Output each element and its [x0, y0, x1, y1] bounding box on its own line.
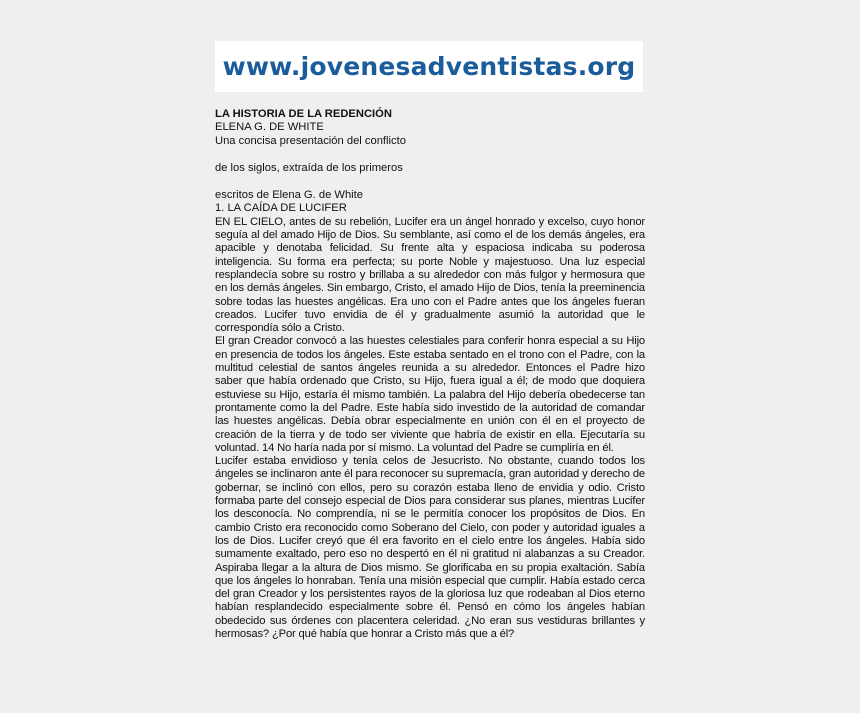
paragraph-1: EN EL CIELO, antes de su rebelión, Lucifer era un ángel honrado y excelso, cuyo honor seguía al del amado Hijo de Dios. Su semblante, así como el de los demás ángeles, era apacible y denotaba felicidad. Su frente alta y espaciosa indicaba su poderosa inteligencia. Su forma era perfecta; su porte Noble y majestuoso. Una luz especial resplandecía sobre su rostro y brillaba a su alrededor con más fulgor y hermosura que en los demás ángeles. Sin embargo, Cristo, el amado Hijo de Dios, tenía la preeminencia sobre todas las huestes angélicas. Era uno con el Padre antes que los ángeles fueran creados. Lucifer tuvo envidia de él y gradualmente asumió la autoridad que le correspondía sólo a Cristo.	[215, 215, 645, 335]
document-subtitle-1: Una concisa presentación del conflicto	[215, 134, 406, 147]
chapter-heading: 1. LA CAÍDA DE LUCIFER	[215, 202, 347, 215]
document-author: ELENA G. DE WHITE	[215, 121, 324, 134]
website-banner	[215, 41, 643, 92]
paragraph-2: El gran Creador convocó a las huestes celestiales para conferir honra especial a su Hijo en presencia de todos los ángeles. Este estaba sentado en el trono con el Padre, con la multitud celestial de santos ángeles reunida a su alrededor. Entonces el Padre hizo saber que había ordenado que Cristo, su Hijo, fuera igual a él; de modo que doquiera estuviese su Hijo, estaría él mismo también. La palabra del Hijo debería obedecerse tan prontamente como la del Padre. Este había sido investido de la autoridad de comandar las huestes angélicas. Debía obrar especialmente en unión con él en el proyecto de creación de la tierra y de todo ser viviente que habría de existir en ella. Ejecutaría su voluntad. 14 No haría nada por sí mismo. La voluntad del Padre se cumpliría en él.	[215, 335, 645, 454]
document-subtitle-3: escritos de Elena G. de White	[215, 189, 363, 202]
document-body	[215, 108, 645, 641]
document-subtitle-2: de los siglos, extraída de los primeros	[215, 161, 403, 174]
paragraph-3: Lucifer estaba envidioso y tenía celos de Jesucristo. No obstante, cuando todos los ángeles se inclinaron ante él para reconocer su supremacía, gran autoridad y derecho de gobernar, se inclinó con ellos, pero su corazón estaba lleno de envidia y odio. Cristo formaba parte del consejo especial de Dios para considerar sus planes, mientras Lucifer los desconocía. No comprendía, ni se le permitía conocer los propósitos de Dios. En cambio Cristo era reconocido como Soberano del Cielo, con poder y autoridad iguales a los de Dios. Lucifer creyó que él era favorito en el cielo entre los ángeles. Había sido sumamente exaltado, pero eso no despertó en él ni gratitud ni alabanzas a su Creador. Aspiraba llegar a la altura de Dios mismo. Se glorificaba en su propia exaltación. Sabía que los ángeles lo honraban. Tenía una misión especial que cumplir. Había estado cerca del gran Creador y los persistentes rayos de la gloriosa luz que rodeaban al Dios eterno habían resplandecido especialmente sobre él. Pensó en cómo los ángeles habían obedecido sus órdenes con placentera celeridad. ¿No eran sus vestiduras brillantes y hermosas? ¿Por qué había que honrar a Cristo más que a él?	[215, 455, 645, 640]
website-url: www.jovenesadventistas.org	[222, 52, 636, 81]
document-title: LA HISTORIA DE LA REDENCIÓN	[215, 108, 392, 120]
